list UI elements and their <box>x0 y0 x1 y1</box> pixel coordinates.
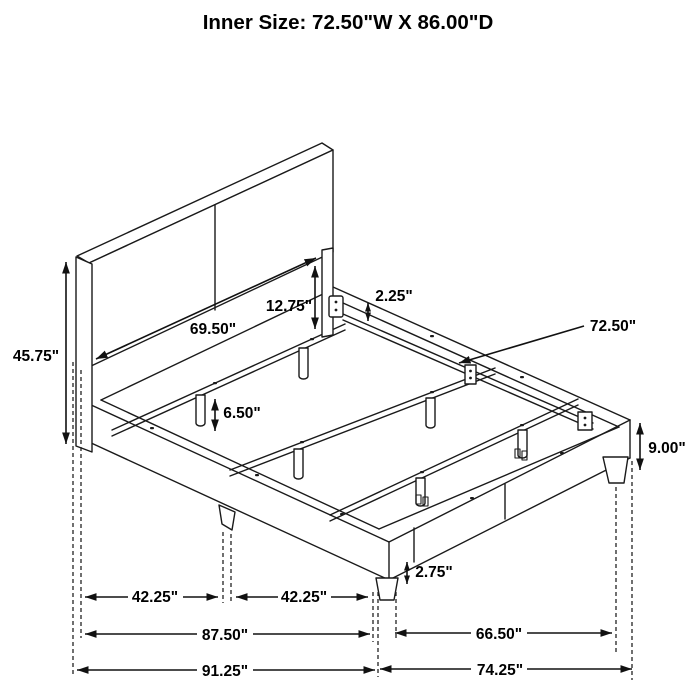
mid-rail-bracket <box>465 365 476 384</box>
rail-height-label: 9.00" <box>648 440 686 457</box>
overall-depth-label: 74.25" <box>476 662 524 679</box>
front-leg-label: 2.75" <box>415 564 453 581</box>
headboard-height-label: 45.75" <box>12 348 60 365</box>
frame-span-label: 87.50" <box>201 627 249 644</box>
leg-span-left-label: 42.25" <box>131 589 179 606</box>
page-title: Inner Size: 72.50"W X 86.00"D <box>202 11 494 34</box>
headboard-rail-bracket <box>329 296 343 317</box>
headboard-left-leg <box>76 257 92 452</box>
panel-drop-label: 12.75" <box>265 298 313 315</box>
headboard-width-label: 69.50" <box>189 321 237 338</box>
support-leg-label: 6.50" <box>223 405 261 422</box>
bracket-gap-label: 2.25" <box>375 288 413 305</box>
headboard-right-leg <box>322 248 333 337</box>
leg-span-right-label: 42.25" <box>280 589 328 606</box>
overall-width-label: 91.25" <box>201 663 249 680</box>
foot-rail-bracket <box>578 412 592 430</box>
side-span-label: 66.50" <box>475 626 523 643</box>
center-rail-label: 72.50" <box>589 318 637 335</box>
